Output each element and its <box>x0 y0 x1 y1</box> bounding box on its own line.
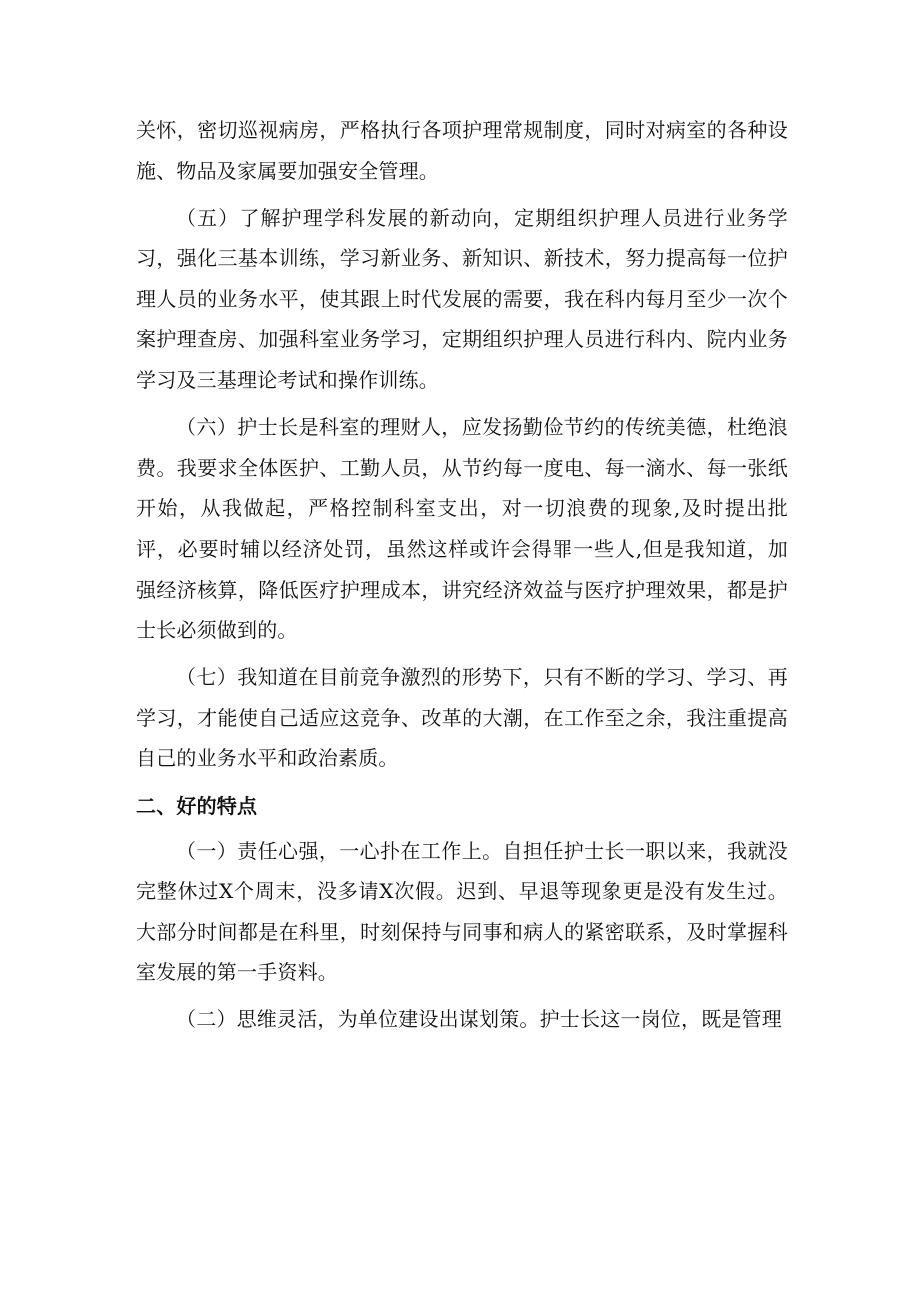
paragraph-item-5: （五）了解护理学科发展的新动向，定期组织护理人员进行业务学习，强化三基本训练，学习新业务、新知识、新技术，努力提高每一位护理人员的业务水平，使其跟上时代发展的需要，我在科内每月至少一次个案护理查房、加强科室业务学习，定期组织护理人员进行科内、院内业务学习及三基理论考试和操作训练。 <box>136 205 788 393</box>
paragraph-item-7: （七）我知道在目前竞争激烈的形势下，只有不断的学习、学习、再学习，才能使自己适应这竞争、改革的大潮，在工作至之余，我注重提高自己的业务水平和政治素质。 <box>136 665 788 771</box>
section-heading: 二、好的特点 <box>136 793 258 818</box>
document-body <box>136 110 788 1039</box>
paragraph-continued: 关怀，密切巡视病房，严格执行各项护理常规制度，同时对病室的各种设施、物品及家属要加强安全管理。 <box>136 118 788 183</box>
paragraph-item-6: （六）护士长是科室的理财人，应发扬勤俭节约的传统美德，杜绝浪费。我要求全体医护、工勤人员，从节约每一度电、每一滴水、每一张纸开始，从我做起，严格控制科室支出，对一切浪费的现象,及时提出批评，必要时辅以经济处罚，虽然这样或许会得罪一些人,但是我知道，加强经济核算，降低医疗护理成本，讲究经济效益与医疗护理效果，都是护士长必须做到的。 <box>136 415 788 643</box>
paragraph-strength-1: （一）责任心强，一心扑在工作上。自担任护士长一职以来，我就没完整休过X个周末，没多请X次假。迟到、早退等现象更是没有发生过。大部分时间都是在科里，时刻保持与同事和病人的紧密联系，及时掌握科室发展的第一手资料。 <box>136 838 788 985</box>
paragraph-strength-2: （二）思维灵活，为单位建设出谋划策。护士长这一岗位，既是管理 <box>176 1007 782 1032</box>
